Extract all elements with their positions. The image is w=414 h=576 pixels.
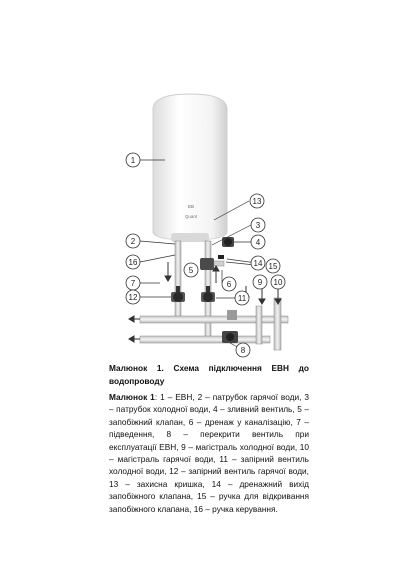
callout-11 — [235, 291, 249, 305]
callout-2 — [126, 234, 140, 248]
svg-text:10: 10 — [273, 278, 283, 287]
svg-text:4: 4 — [255, 238, 261, 247]
svg-text:3: 3 — [255, 221, 261, 230]
hot-main-riser — [274, 298, 281, 350]
callout-10 — [271, 275, 285, 289]
hot-outlet-pipe — [175, 241, 181, 321]
callout-8 — [236, 343, 250, 357]
protective-cover — [171, 233, 209, 242]
svg-text:12: 12 — [128, 293, 138, 302]
callout-16 — [126, 255, 140, 269]
legend-lead: Малюнок 1 — [109, 392, 155, 402]
svg-text:8: 8 — [240, 346, 246, 355]
svg-text:1: 1 — [130, 156, 136, 165]
callout-6 — [222, 277, 236, 291]
water-heater — [153, 94, 227, 242]
heater-top-mark: ЕВ — [187, 204, 195, 209]
figure-legend — [109, 391, 309, 515]
callout-5 — [184, 263, 198, 277]
legend-text: : 1 – ЕВН, 2 – патрубок гарячої води, 3 – патрубок холодної води, 4 – зливний вентиль, 5 – запобіжний клапан, 6 – дренаж у каналізацію, 7 – підведення, 8 – перекрити вентиль при експлуатації ЕВН, 9 – магістраль холодної води, 10 – магістраль гарячої води, 11 – запірний вентиль холодної води, 12 – запірний вентиль гарячої води, 13 – захисна кришка, 14 – дренажний вихід запобіжного клапана, 15 – ручка для відкривання запобіжного клапана, 16 – ручка керування. — [109, 392, 310, 514]
safety-valve-handle — [218, 255, 224, 259]
hot-water-main-pipe — [140, 316, 288, 323]
svg-text:15: 15 — [268, 262, 278, 271]
svg-text:6: 6 — [226, 280, 232, 289]
figure-title: Малюнок 1. Схема підключення ЕВН до водопроводу — [109, 363, 309, 386]
svg-text:7: 7 — [130, 279, 136, 288]
tee-joint — [227, 310, 237, 320]
drain-valve — [222, 237, 234, 247]
callout-3 — [251, 218, 265, 232]
svg-text:14: 14 — [253, 259, 263, 268]
safety-valve — [200, 255, 224, 270]
svg-text:16: 16 — [128, 258, 138, 267]
svg-text:9: 9 — [257, 278, 263, 287]
svg-text:5: 5 — [188, 266, 194, 275]
svg-text:2: 2 — [130, 237, 136, 246]
cold-shutoff-valve — [201, 286, 215, 302]
callout-14 — [251, 256, 265, 270]
bypass-valve — [222, 331, 238, 343]
callout-7 — [126, 276, 140, 290]
svg-text:11: 11 — [237, 294, 247, 303]
hot-shutoff-valve — [171, 286, 185, 302]
callout-4 — [251, 235, 265, 249]
callout-1 — [126, 153, 140, 167]
svg-text:13: 13 — [252, 197, 262, 206]
callout-13 — [250, 194, 264, 208]
cold-water-main-pipe — [140, 336, 270, 343]
callout-15 — [266, 259, 280, 273]
callout-9 — [253, 275, 267, 289]
callout-12 — [126, 290, 140, 304]
cold-main-riser — [256, 306, 262, 344]
heater-brand: Quant — [184, 214, 198, 219]
